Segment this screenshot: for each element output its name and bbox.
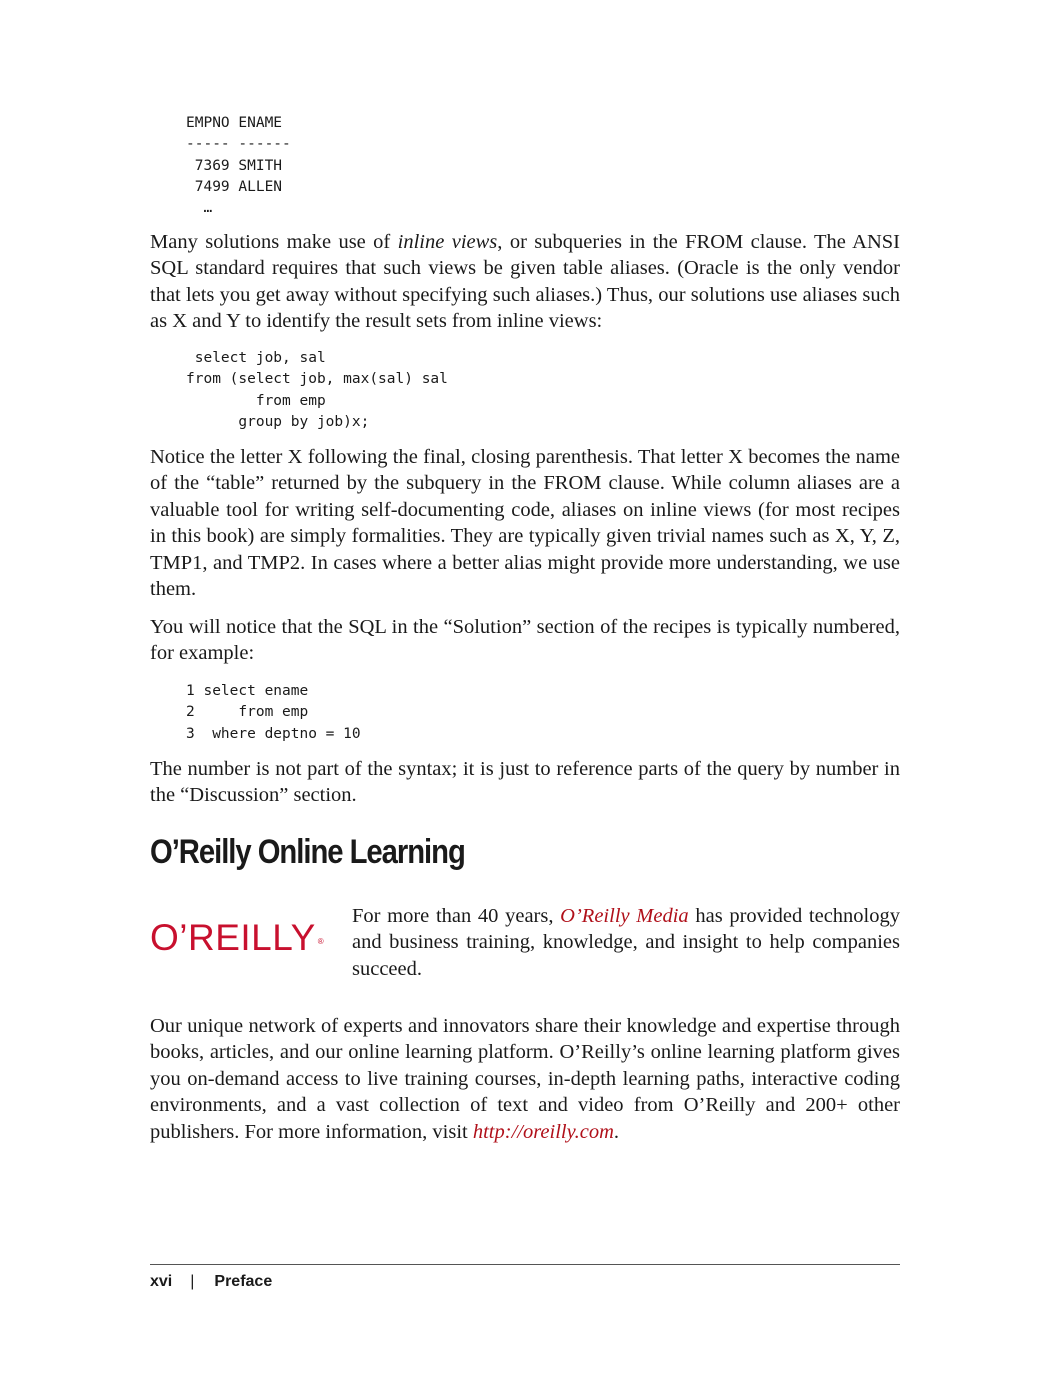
- code-block-inline-view: select job, sal from (select job, max(sal) sal from emp group by job)x;: [186, 350, 448, 430]
- section-heading: O’Reilly Online Learning: [150, 833, 465, 871]
- text-run: For more than 40 years,: [352, 905, 561, 927]
- paragraph-inline-views: [150, 229, 900, 335]
- text-run: , or subqueries in the FROM clause. The ANSI SQL standard requires that such views be given table aliases. (Oracle is the only vendor that lets you get away without specifying such aliases.) Thus, our solutions use aliases such as X and Y to identify the result sets from inline views:: [150, 231, 901, 333]
- text-run: .: [613, 1120, 619, 1143]
- paragraph-oreilly-intro: [352, 903, 900, 982]
- oreilly-logo: [150, 916, 340, 960]
- emphasis-inline-views: inline views: [397, 231, 498, 253]
- paragraph-alias-x: Notice the letter X following the final, closing parenthesis. That letter X becomes the name of the “table” returned by the subquery in the FROM clause. While column aliases are a valuable tool for writing self-documenting code, aliases on inline views (for most recipes in this book) are simply formalities. They are typically given trivial names such as X, Y, Z, TMP1, and TMP2. In cases where a better alias might provide more understanding, we use them.: [150, 446, 900, 601]
- text-run: Many solutions make use of: [150, 231, 398, 253]
- code-block-result-table: EMPNO ENAME ----- ------ 7369 SMITH 7499 ALLEN …: [186, 115, 291, 217]
- logo-wordmark: O’REILLY: [150, 917, 316, 958]
- oreilly-media-link[interactable]: O’Reilly Media: [560, 905, 689, 927]
- page-number: xvi: [150, 1273, 173, 1290]
- footer-divider: [150, 1264, 900, 1265]
- paragraph-online-learning: [150, 1013, 900, 1145]
- footer-separator: |: [190, 1273, 195, 1290]
- chapter-name: Preface: [214, 1273, 273, 1290]
- page-footer: [150, 1271, 272, 1293]
- paragraph-number-not-syntax: The number is not part of the syntax; it is just to reference parts of the query by number in the “Discussion” section.: [150, 758, 900, 807]
- text-run: has provided technology and business training, knowledge, and insight to help companies succeed.: [352, 905, 900, 980]
- registered-mark: ®: [317, 937, 325, 946]
- oreilly-url-link[interactable]: http://oreilly.com: [472, 1120, 614, 1143]
- code-block-numbered: 1 select ename 2 from emp 3 where deptno = 10: [186, 683, 361, 742]
- paragraph-numbered-sql: You will notice that the SQL in the “Solution” section of the recipes is typically numbered, for example:: [150, 616, 900, 665]
- text-run: Our unique network of experts and innovators share their knowledge and expertise through books, articles, and our online learning platform. O’Reilly’s online learning platform gives you on-demand access to live training courses, in-depth learning paths, interactive coding environments, and a vast collection of text and video from O’Reilly and 200+ other publishers. For more information, visit: [150, 1015, 900, 1143]
